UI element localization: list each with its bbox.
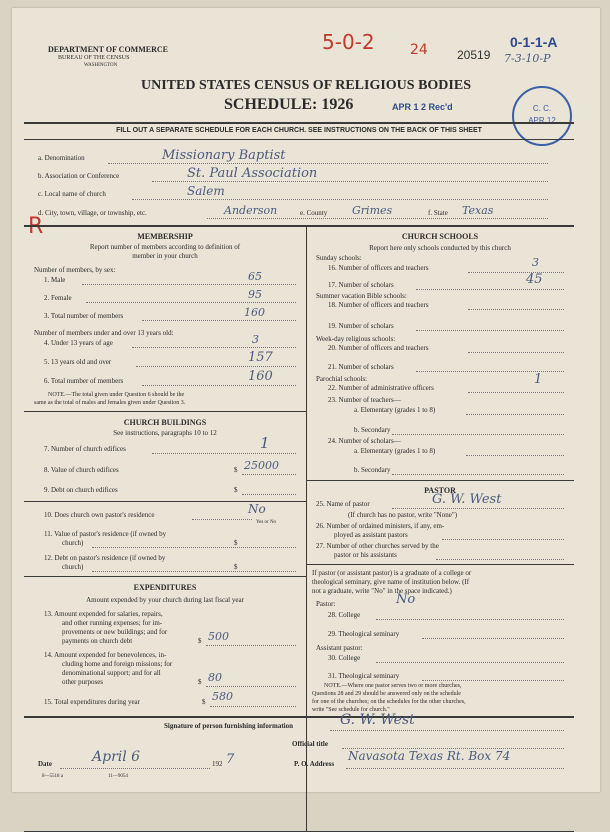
q11-line [92, 547, 296, 548]
q12-dollar: $ [234, 563, 238, 571]
q7-line [152, 453, 296, 454]
received-date-stamp: APR 1 2 Rec'd [392, 102, 453, 112]
buildings-intro: See instructions, paragraphs 10 to 12 [113, 429, 217, 437]
expenditures-heading: EXPENDITURES [133, 583, 197, 592]
classification-code: 0-1-1-A [510, 34, 558, 50]
q13-value: 500 [208, 630, 229, 643]
red-handwritten-note: 24 [410, 42, 428, 58]
header-rule-top [24, 122, 574, 124]
q14-label-2: cluding home and foreign missions; for [62, 660, 173, 668]
q2-label: 2. Female [44, 294, 72, 302]
graduate-rule [306, 564, 574, 565]
date-line [60, 768, 210, 769]
q5-line [136, 366, 296, 367]
q14-line [206, 686, 296, 687]
schools-intro: Report here only schools conducted by this church [369, 244, 511, 252]
association-value: St. Paul Association [187, 166, 318, 181]
q8-line [242, 474, 296, 475]
q8-dollar: $ [234, 466, 238, 474]
association-line [152, 181, 548, 182]
q6-value: 160 [248, 369, 273, 384]
q11-dollar: $ [234, 539, 238, 547]
q23-label: 23. Number of teachers— [328, 396, 401, 404]
q2-value: 95 [248, 288, 262, 301]
q23b-label: b. Secondary [354, 426, 391, 434]
q12-line [92, 571, 296, 572]
q6-label: 6. Total number of members [44, 377, 124, 385]
q3-line [142, 320, 296, 321]
q31-line [422, 680, 564, 681]
schools-heading: CHURCH SCHOOLS [401, 232, 479, 241]
q3-label: 3. Total number of members [44, 312, 124, 320]
year-value: 7 [226, 752, 235, 767]
footer-rule [24, 716, 574, 718]
q31-label: 31. Theological seminary [328, 672, 400, 680]
q22-label: 22. Number of administrative officers [328, 384, 434, 392]
red-mark-r: R [28, 214, 44, 239]
stamp-line-2: APR 12 [528, 116, 556, 125]
q17-label: 17. Number of scholars [328, 281, 394, 289]
q14-value: 80 [208, 671, 222, 684]
local-name-line [132, 199, 548, 200]
instruction-banner: FILL OUT A SEPARATE SCHEDULE FOR EACH CHURCH. SEE INSTRUCTIONS ON THE BACK OF THIS SHEET [116, 127, 482, 134]
q16-value: 3 [532, 256, 539, 269]
bureau-name: BUREAU OF THE CENSUS [58, 55, 130, 61]
q19-label: 19. Number of scholars [328, 322, 394, 330]
pastor-graduate-value: No [396, 592, 416, 607]
q10-line [192, 519, 252, 520]
q23a-line [466, 414, 564, 415]
q27-label-1: 27. Number of other churches served by the [316, 542, 439, 550]
q24b-label: b. Secondary [354, 466, 391, 474]
q14-label-3: denominational support; and for all [62, 669, 161, 677]
serial-number: 20519 [457, 48, 491, 62]
membership-heading: MEMBERSHIP [137, 232, 193, 241]
q13-label-3: provements or new buildings; and for [62, 628, 168, 636]
q24a-label: a. Elementary (grades 1 to 8) [354, 447, 436, 455]
pastor-note-1: NOTE.—Where one pastor serves two or more churches, [324, 683, 462, 689]
q8-value: 25000 [244, 459, 279, 472]
denomination-label: a. Denomination [38, 154, 85, 162]
header-rule-bottom [24, 139, 574, 140]
q18-label: 18. Number of officers and teachers [328, 301, 429, 309]
assistant-pastor-subheading: Assistant pastor: [316, 644, 363, 652]
q6-line [142, 385, 296, 386]
q14-label-1: 14. Amount expended for benevolences, in- [44, 651, 167, 659]
po-address-label: P. O. Address [294, 760, 335, 768]
summer-schools-label: Summer vacation Bible schools: [316, 292, 407, 300]
schedule-year: SCHEDULE: 1926 [224, 96, 354, 113]
q20-label: 20. Number of officers and teachers [328, 344, 429, 352]
q25-value: G. W. West [432, 492, 502, 507]
local-name-label: c. Local name of church [38, 190, 106, 198]
stamp-line-1: C. C. [532, 104, 552, 113]
q29-line [422, 638, 564, 639]
q10-value: No [248, 502, 266, 516]
q8-label: 8. Value of church edifices [44, 466, 119, 474]
q26-label-2: ployed as assistant pastors [334, 531, 408, 539]
yes-or-no-hint: Yes or No [256, 520, 277, 525]
graduate-instr-1: If pastor (or assistant pastor) is a graduate of a college or [312, 569, 472, 577]
q25-line [392, 508, 564, 509]
city-value: Anderson [224, 204, 278, 217]
q7-value: 1 [260, 434, 270, 452]
q24-label: 24. Number of scholars— [328, 437, 401, 445]
state-value: Texas [462, 204, 494, 217]
census-schedule-sheet [12, 8, 600, 792]
q30-label: 30. College [328, 654, 361, 662]
expenditures-rule [24, 576, 306, 577]
local-name-value: Salem [187, 184, 225, 198]
q13-label-4: payments on church debt [62, 637, 133, 645]
q4-line [132, 347, 296, 348]
classification-subcode: 7-3-10-P [504, 52, 551, 65]
q9-line [242, 494, 296, 495]
pastor-rule [306, 480, 574, 481]
q25-label: 25. Name of pastor [316, 500, 370, 508]
q17-value: 45 [526, 272, 543, 287]
q12-label-1: 12. Debt on pastor's residence (if owned by [44, 554, 166, 562]
signature-line [330, 730, 564, 731]
po-address-line [346, 768, 564, 769]
q1-line [82, 284, 296, 285]
q11-label-1: 11. Value of pastor's residence (if owned by [44, 530, 167, 538]
q23b-line [392, 434, 564, 435]
denomination-value: Missionary Baptist [162, 148, 286, 163]
q4-label: 4. Under 13 years of age [44, 339, 113, 347]
q26-line [442, 539, 564, 540]
pastor-heading: PASTOR [424, 486, 456, 495]
q13-line [206, 645, 296, 646]
po-address-value: Navasota Texas Rt. Box 74 [348, 749, 511, 763]
date-value: April 6 [92, 749, 141, 765]
q24b-line [392, 474, 564, 475]
q3-value: 160 [244, 306, 265, 319]
round-received-stamp [512, 86, 572, 146]
q27-line [436, 559, 564, 560]
q15-dollar: $ [202, 698, 206, 706]
q4-value: 3 [252, 333, 259, 346]
q14-label-4: other purposes [62, 678, 104, 686]
graduate-instr-3: not a graduate, write "No" in the space indicated.) [312, 587, 452, 595]
expenditures-intro: Amount expended by your church during last fiscal year [86, 596, 244, 604]
q28-label: 28. College [328, 611, 361, 619]
q7-label: 7. Number of church edifices [44, 445, 126, 453]
membership-intro-1: Report number of members according to definition of [89, 243, 241, 251]
q1-label: 1. Male [44, 276, 66, 284]
q25-note: (If church has no pastor, write "None") [348, 511, 458, 519]
pastor-subheading: Pastor: [316, 600, 336, 608]
q13-dollar: $ [198, 637, 202, 645]
sunday-schools-label: Sunday schools: [316, 254, 362, 262]
signature-label: Signature of person furnishing information [164, 722, 293, 730]
q9-label: 9. Debt on church edifices [44, 486, 118, 494]
q15-line [210, 706, 296, 707]
age-intro-label: Number of members under and over 13 years old: [34, 329, 174, 337]
signature-value: G. W. West [340, 712, 415, 728]
city-label: d. City, town, village, or township, etc. [38, 209, 147, 217]
q22-line [468, 392, 564, 393]
q2-line [86, 302, 296, 303]
q5-label: 5. 13 years old and over [44, 358, 112, 366]
red-handwritten-number: 5-0-2 [322, 30, 375, 54]
members-by-sex-label: Number of members, by sex: [34, 266, 116, 274]
buildings-rule [24, 411, 306, 412]
q28-line [376, 619, 564, 620]
q21-label: 21. Number of scholars [328, 363, 394, 371]
q18-line [468, 309, 564, 310]
q5-value: 157 [248, 350, 273, 365]
official-title-label: Official title [292, 740, 328, 748]
q9-dollar: $ [234, 486, 238, 494]
q29-label: 29. Theological seminary [328, 630, 400, 638]
q1-value: 65 [248, 270, 262, 283]
q27-label-2: pastor or his assistants [334, 551, 397, 559]
membership-note-1: NOTE.—The total given under Question 6 should be the [48, 392, 185, 398]
q26-label-1: 26. Number of ordained ministers, if any, em- [316, 522, 445, 530]
membership-note-2: same as the total of males and females given under Question 3. [34, 400, 186, 406]
q16-label: 16. Number of officers and teachers [328, 264, 429, 272]
county-label: e. County [300, 209, 328, 217]
q20-line [468, 352, 564, 353]
county-value: Grimes [352, 204, 393, 217]
q16-line [468, 272, 564, 273]
q10-label: 10. Does church own pastor's residence [44, 511, 155, 519]
denomination-line [108, 163, 548, 164]
q17-line [416, 289, 564, 290]
form-number: 8—5518 a [42, 774, 63, 779]
city-county-state-line [207, 218, 548, 219]
q12-label-2: church) [62, 563, 84, 571]
date-label: Date [38, 760, 52, 768]
grid-top-rule [24, 225, 574, 227]
q13-label-2: and other running expenses; for im- [62, 619, 163, 627]
weekday-schools-label: Week-day religious schools: [316, 335, 396, 343]
department-name: DEPARTMENT OF COMMERCE [48, 45, 169, 54]
q19-line [416, 330, 564, 331]
year-prefix: 192 [212, 760, 223, 768]
pastor-note-3: for one of the churches; on the schedules for the other churches, [312, 699, 466, 705]
q15-value: 580 [212, 690, 233, 703]
bureau-city: WASHINGTON [84, 63, 118, 68]
membership-intro-2: member in your church [132, 252, 198, 260]
pastor-note-4: write "See schedule for church." [312, 707, 390, 713]
association-label: b. Association or Conference [38, 172, 120, 180]
q15-label: 15. Total expenditures during year [44, 698, 140, 706]
form-title: UNITED STATES CENSUS OF RELIGIOUS BODIES [140, 78, 471, 93]
q24a-line [466, 455, 564, 456]
q13-label-1: 13. Amount expended for salaries, repairs, [44, 610, 163, 618]
state-label: f. State [428, 209, 448, 217]
print-number: 11—9054 [108, 774, 128, 779]
graduate-instr-2: theological seminary, give name of institution below. (If [312, 578, 470, 586]
q11-label-2: church) [62, 539, 84, 547]
q14-dollar: $ [198, 678, 202, 686]
q30-line [376, 662, 564, 663]
q22-value: 1 [534, 372, 543, 387]
pastor-note-2: Questions 28 and 29 should be answered only on the schedule [312, 691, 461, 697]
parochial-schools-label: Parochial schools: [316, 375, 368, 383]
buildings-heading: CHURCH BUILDINGS [123, 418, 207, 427]
q23a-label: a. Elementary (grades 1 to 8) [354, 406, 436, 414]
